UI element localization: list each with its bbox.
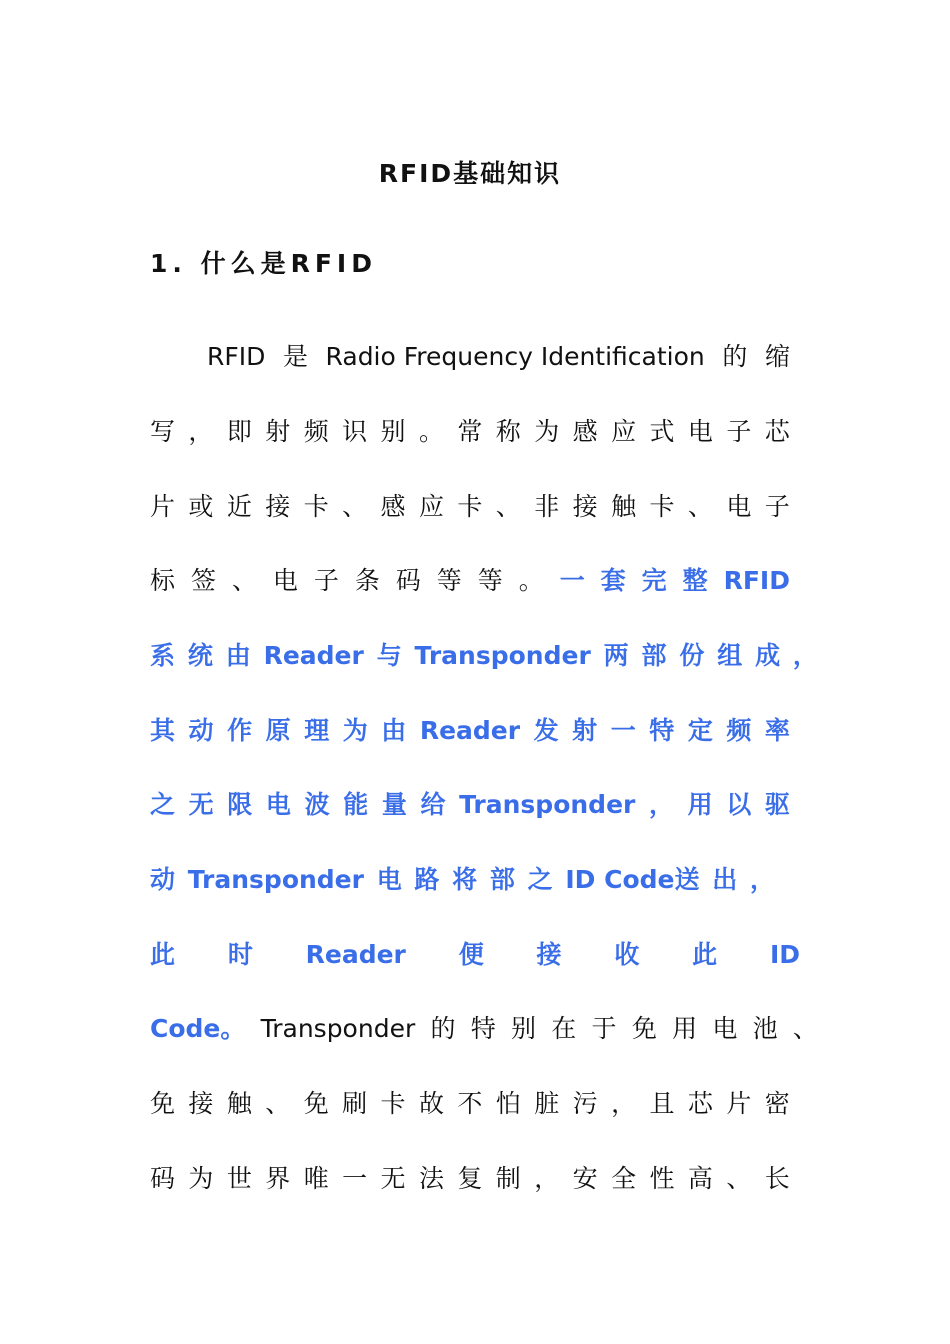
emphasis-text: 两: [603, 641, 629, 670]
emphasis-text: 动: [188, 716, 214, 745]
section-heading: 1. 什么是RFID: [150, 249, 377, 278]
body-text: 触: [226, 1089, 252, 1118]
body-text: 世: [226, 1164, 252, 1193]
body-text: 电: [272, 566, 298, 595]
body-text: 接: [572, 492, 598, 521]
emphasis-text: 频: [726, 716, 752, 745]
body-text: 的: [430, 1014, 456, 1043]
emphasis-text: 份: [679, 641, 705, 670]
body-text: 等: [477, 566, 503, 595]
paragraph-line: [150, 487, 790, 527]
body-text: 在: [551, 1014, 577, 1043]
body-text: 全: [611, 1164, 637, 1193]
body-text: 卡: [457, 492, 483, 521]
body-text: 长: [764, 1164, 790, 1193]
body-text: 。: [418, 417, 444, 446]
emphasis-text: 理: [304, 716, 330, 745]
body-text: 刷: [342, 1089, 368, 1118]
body-text: 为: [188, 1164, 214, 1193]
body-text: 一: [342, 1164, 368, 1193]
body-text: 近: [226, 492, 252, 521]
body-text: 唯: [303, 1164, 329, 1193]
body-text: Radio Frequency Identification: [325, 342, 705, 371]
body-text: 免: [631, 1014, 657, 1043]
emphasis-text: 系: [150, 641, 176, 670]
body-text: 法: [418, 1164, 444, 1193]
body-text: 脏: [534, 1089, 560, 1118]
body-text: 子: [764, 492, 790, 521]
emphasis-text: 完: [641, 566, 667, 595]
body-text: 复: [457, 1164, 483, 1193]
body-text: 接: [265, 492, 291, 521]
paragraph-line: [150, 785, 790, 825]
body-text: 特: [470, 1014, 496, 1043]
body-text: 电: [726, 492, 752, 521]
body-text: 非: [534, 492, 560, 521]
emphasis-text: ，: [792, 641, 818, 670]
body-text: 常: [457, 417, 483, 446]
body-text: ，: [188, 417, 214, 446]
emphasis-text: Code。: [150, 1014, 246, 1043]
body-text: 射: [265, 417, 291, 446]
emphasis-text: 套: [600, 566, 626, 595]
body-text: 的: [722, 342, 748, 371]
emphasis-text: 其: [150, 716, 176, 745]
body-text: 卡: [380, 1089, 406, 1118]
body-text: 触: [611, 492, 637, 521]
body-text: 码: [150, 1164, 176, 1193]
emphasis-text: 特: [649, 716, 675, 745]
emphasis-text: Reader: [305, 940, 406, 969]
emphasis-text: 一: [610, 716, 636, 745]
emphasis-text: 组: [717, 641, 743, 670]
body-text: 、: [231, 566, 257, 595]
emphasis-text: Transponder: [187, 865, 364, 894]
emphasis-text: 出: [712, 865, 738, 894]
emphasis-text: 收: [614, 940, 640, 969]
body-text: 是: [282, 342, 308, 371]
body-text: 免: [150, 1089, 176, 1118]
emphasis-text: ID: [769, 940, 800, 969]
emphasis-text: Transponder: [459, 790, 636, 819]
body-text: 即: [226, 417, 252, 446]
body-text: 识: [342, 417, 368, 446]
emphasis-text: RFID: [723, 566, 790, 595]
body-text: Transponder: [260, 1014, 416, 1043]
emphasis-text: ID Code送: [565, 865, 700, 894]
body-text: 故: [418, 1089, 444, 1118]
emphasis-text: 部: [489, 865, 515, 894]
body-text: 电: [712, 1014, 738, 1043]
body-text: 密: [764, 1089, 790, 1118]
emphasis-text: 定: [687, 716, 713, 745]
emphasis-text: 率: [764, 716, 790, 745]
emphasis-text: 之: [527, 865, 553, 894]
body-text: 频: [303, 417, 329, 446]
emphasis-text: 与: [376, 641, 402, 670]
body-text: 子: [726, 417, 752, 446]
body-text: 、: [495, 492, 521, 521]
body-text: 界: [265, 1164, 291, 1193]
emphasis-text: 路: [414, 865, 440, 894]
body-text: 等: [436, 566, 462, 595]
emphasis-text: 无: [188, 790, 214, 819]
body-text: 、: [687, 492, 713, 521]
body-text: 安: [572, 1164, 598, 1193]
emphasis-text: ，: [648, 790, 674, 819]
body-text: 标: [150, 566, 176, 595]
emphasis-text: 电: [376, 865, 402, 894]
emphasis-text: 给: [420, 790, 446, 819]
paragraph-line: [207, 337, 790, 377]
emphasis-text: 此: [692, 940, 718, 969]
emphasis-text: 便: [458, 940, 484, 969]
body-text: 免: [303, 1089, 329, 1118]
body-text: 或: [188, 492, 214, 521]
body-text: 子: [313, 566, 339, 595]
body-text: 怕: [495, 1089, 521, 1118]
emphasis-text: 以: [726, 790, 752, 819]
paragraph-line: [150, 1084, 790, 1124]
body-text: 缩: [764, 342, 790, 371]
body-text: 制: [495, 1164, 521, 1193]
body-text: 称: [495, 417, 521, 446]
body-text: 无: [380, 1164, 406, 1193]
emphasis-text: 部: [641, 641, 667, 670]
body-text: 电: [687, 417, 713, 446]
emphasis-text: 接: [536, 940, 562, 969]
emphasis-text: 由: [381, 716, 407, 745]
body-text: RFID: [207, 342, 266, 371]
emphasis-text: Transponder: [414, 641, 591, 670]
body-text: 别: [380, 417, 406, 446]
body-text: 、: [265, 1089, 291, 1118]
body-text: 性: [649, 1164, 675, 1193]
paragraph-line: [150, 1009, 818, 1049]
body-text: 片: [150, 492, 176, 521]
body-text: 码: [395, 566, 421, 595]
body-text: 且: [649, 1089, 675, 1118]
body-text: 应: [418, 492, 444, 521]
emphasis-text: 时: [227, 940, 253, 969]
paragraph-line: [150, 711, 790, 751]
body-text: 接: [188, 1089, 214, 1118]
emphasis-text: 用: [687, 790, 713, 819]
body-text: 芯: [764, 417, 790, 446]
body-text: 于: [591, 1014, 617, 1043]
body-text: 感: [572, 417, 598, 446]
emphasis-text: 将: [452, 865, 478, 894]
body-text: 式: [649, 417, 675, 446]
body-text: 、: [726, 1164, 752, 1193]
body-text: 、: [792, 1014, 818, 1043]
body-text: 卡: [303, 492, 329, 521]
body-text: 条: [354, 566, 380, 595]
emphasis-text: 整: [682, 566, 708, 595]
emphasis-text: 成: [755, 641, 781, 670]
emphasis-text: 作: [227, 716, 253, 745]
body-text: 。: [518, 566, 544, 595]
emphasis-text: 能: [343, 790, 369, 819]
paragraph-line: [150, 935, 800, 975]
emphasis-text: 波: [304, 790, 330, 819]
body-text: ，: [534, 1164, 560, 1193]
body-text: 、: [342, 492, 368, 521]
body-text: 卡: [649, 492, 675, 521]
body-text: 签: [190, 566, 216, 595]
body-text: 芯: [687, 1089, 713, 1118]
emphasis-text: 电: [265, 790, 291, 819]
paragraph-line: [150, 636, 818, 676]
body-text: 池: [752, 1014, 778, 1043]
body-text: 写: [150, 417, 176, 446]
emphasis-text: 为: [342, 716, 368, 745]
emphasis-text: 动: [150, 865, 176, 894]
emphasis-text: Reader: [419, 716, 521, 745]
emphasis-text: 一: [559, 566, 585, 595]
body-text: 污: [572, 1089, 598, 1118]
body-text: 高: [687, 1164, 713, 1193]
body-text: 应: [611, 417, 637, 446]
paragraph-line: [150, 1159, 790, 1199]
body-text: 用: [672, 1014, 698, 1043]
paragraph-line: [150, 860, 775, 900]
body-text: 感: [380, 492, 406, 521]
emphasis-text: ，: [749, 865, 775, 894]
emphasis-text: 射: [572, 716, 598, 745]
document-title: RFID基础知识: [378, 159, 562, 188]
emphasis-text: 原: [265, 716, 291, 745]
emphasis-text: 之: [150, 790, 176, 819]
paragraph-line: [150, 561, 790, 601]
body-text: 为: [534, 417, 560, 446]
emphasis-text: 发: [533, 716, 559, 745]
body-text: 不: [457, 1089, 483, 1118]
emphasis-text: 限: [227, 790, 253, 819]
emphasis-text: 量: [381, 790, 407, 819]
emphasis-text: 驱: [764, 790, 790, 819]
emphasis-text: 此: [150, 940, 176, 969]
emphasis-text: 统: [187, 641, 213, 670]
emphasis-text: 由: [225, 641, 251, 670]
body-text: 片: [726, 1089, 752, 1118]
body-text: ，: [611, 1089, 637, 1118]
body-text: 别: [511, 1014, 537, 1043]
emphasis-text: Reader: [263, 641, 364, 670]
paragraph-line: [150, 412, 790, 452]
